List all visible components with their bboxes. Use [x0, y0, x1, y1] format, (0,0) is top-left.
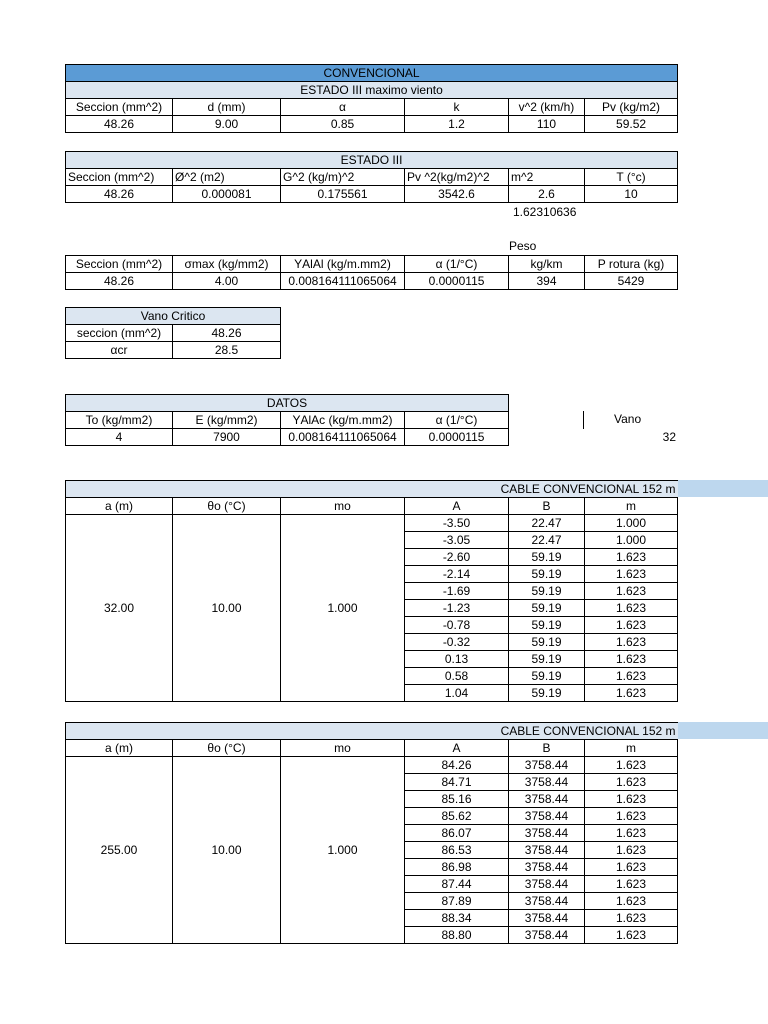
- column-header: Ø^2 (m2): [173, 169, 281, 186]
- cell-cursor: [583, 411, 584, 429]
- table-cell: -0.78: [405, 617, 509, 634]
- table-cable-255: [65, 722, 678, 944]
- column-header: k: [405, 99, 509, 116]
- table-cell: 59.19: [509, 549, 585, 566]
- column-header: ΥAlAl (kg/m.mm2): [281, 256, 405, 273]
- table-cell: 88.34: [405, 910, 509, 927]
- table-cell: 1.000: [281, 515, 405, 702]
- table-cell: 22.47: [509, 532, 585, 549]
- table-cell: -2.60: [405, 549, 509, 566]
- table-estado-iii: [65, 151, 678, 203]
- table-cell: 1.623: [585, 668, 678, 685]
- column-header: T (°c): [585, 169, 678, 186]
- table-cell: -3.05: [405, 532, 509, 549]
- table-cell: 0.0000115: [405, 429, 509, 446]
- table-cell: 1.000: [585, 532, 678, 549]
- table-cell: 1.623: [585, 685, 678, 702]
- table-convencional: [65, 64, 678, 133]
- column-header: G^2 (kg/m)^2: [281, 169, 405, 186]
- table-cable-32: [65, 480, 678, 702]
- table-cell: 3758.44: [509, 774, 585, 791]
- column-header: Seccion (mm^2): [66, 169, 173, 186]
- table-cell: 0.175561: [281, 186, 405, 203]
- table-cell: 1.000: [281, 757, 405, 944]
- table-cell: 1.623: [585, 910, 678, 927]
- table-cell: 3758.44: [509, 842, 585, 859]
- table-cell: 1.623: [585, 791, 678, 808]
- column-header: α (1/°C): [405, 412, 509, 429]
- table-cell: 32.00: [66, 515, 173, 702]
- table-cell: 84.26: [405, 757, 509, 774]
- table-cell: 59.19: [509, 617, 585, 634]
- table-title: CABLE CONVENCIONAL 152 m: [66, 723, 678, 740]
- table-cell: 1.623: [585, 893, 678, 910]
- table-cell: 1.623: [585, 549, 678, 566]
- table-title: CABLE CONVENCIONAL 152 m: [66, 481, 678, 498]
- table-cell: 59.19: [509, 685, 585, 702]
- table-cell: 394: [509, 273, 585, 290]
- column-header: v^2 (km/h): [509, 99, 585, 116]
- table-cell: 1.623: [585, 617, 678, 634]
- column-header: kg/km: [509, 256, 585, 273]
- column-header: mo: [281, 740, 405, 757]
- table-cell: 87.89: [405, 893, 509, 910]
- table-cell: 4.00: [173, 273, 281, 290]
- table-cell: 0.85: [281, 116, 405, 133]
- column-header: Seccion (mm^2): [66, 99, 173, 116]
- peso-label: Peso: [509, 239, 537, 253]
- column-header: P rotura (kg): [585, 256, 678, 273]
- column-header: α (1/°C): [405, 256, 509, 273]
- table-cell: 1.623: [585, 774, 678, 791]
- table-cell: 7900: [173, 429, 281, 446]
- table-cell: 1.623: [585, 566, 678, 583]
- table-cell: 1.04: [405, 685, 509, 702]
- table-cell: 0.0000115: [405, 273, 509, 290]
- table-cell: 0.13: [405, 651, 509, 668]
- table-cell: 1.623: [585, 825, 678, 842]
- column-header: d (mm): [173, 99, 281, 116]
- header-overflow-fill: [677, 722, 768, 739]
- table-cell: 86.98: [405, 859, 509, 876]
- header-overflow-fill: [677, 480, 768, 497]
- column-header: A: [405, 740, 509, 757]
- table-cell: 110: [509, 116, 585, 133]
- row-label: αcr: [66, 342, 173, 359]
- table-title: CONVENCIONAL: [66, 65, 678, 82]
- column-header: To (kg/mm2): [66, 412, 173, 429]
- table-cell: 3758.44: [509, 757, 585, 774]
- table-title: DATOS: [66, 395, 509, 412]
- table-cell: 3758.44: [509, 808, 585, 825]
- table-cell: 84.71: [405, 774, 509, 791]
- column-header: ΥAlAc (kg/m.mm2): [281, 412, 405, 429]
- table-cell: 86.53: [405, 842, 509, 859]
- table-cell: -1.69: [405, 583, 509, 600]
- table-datos: [65, 394, 509, 446]
- table-cell: 10.00: [173, 757, 281, 944]
- table-cell: 59.19: [509, 583, 585, 600]
- table-cell: 1.623: [585, 634, 678, 651]
- table-cell: 1.623: [585, 842, 678, 859]
- column-header: B: [509, 498, 585, 515]
- column-header: Pv ^2(kg/m2)^2: [405, 169, 509, 186]
- table-cell: 59.19: [509, 600, 585, 617]
- table-vano-critico: [65, 307, 281, 359]
- table-cell: 85.16: [405, 791, 509, 808]
- table-cell: 59.19: [509, 566, 585, 583]
- table-cell: 0.58: [405, 668, 509, 685]
- column-header: a (m): [66, 498, 173, 515]
- table-cell: 3758.44: [509, 927, 585, 944]
- table-material: [65, 255, 678, 290]
- column-header: m: [585, 740, 678, 757]
- column-header: A: [405, 498, 509, 515]
- column-header: B: [509, 740, 585, 757]
- table-cell: 1.000: [585, 515, 678, 532]
- table-cell: 10.00: [173, 515, 281, 702]
- table-cell: -3.50: [405, 515, 509, 532]
- column-header: E (kg/mm2): [173, 412, 281, 429]
- table-title: Vano Critico: [66, 308, 281, 325]
- table-cell: 3758.44: [509, 859, 585, 876]
- table-cell: 22.47: [509, 515, 585, 532]
- column-header: m: [585, 498, 678, 515]
- table-cell: 2.6: [509, 186, 585, 203]
- table-cell: 1.623: [585, 651, 678, 668]
- table-cell: 10: [585, 186, 678, 203]
- table-cell: 1.2: [405, 116, 509, 133]
- table-cell: -2.14: [405, 566, 509, 583]
- table-cell: 3758.44: [509, 876, 585, 893]
- table-cell: 59.19: [509, 668, 585, 685]
- column-header: mo: [281, 498, 405, 515]
- table-cell: 0.000081: [173, 186, 281, 203]
- table-cell: 1.623: [585, 927, 678, 944]
- table-cell: 87.44: [405, 876, 509, 893]
- table-cell: 1.623: [585, 876, 678, 893]
- table-cell: 48.26: [66, 186, 173, 203]
- table-cell: 3758.44: [509, 893, 585, 910]
- table-cell: 1.623: [585, 808, 678, 825]
- table-cell: 3542.6: [405, 186, 509, 203]
- table-cell: 3758.44: [509, 825, 585, 842]
- column-header: σmax (kg/mm2): [173, 256, 281, 273]
- column-header: θo (°C): [173, 740, 281, 757]
- extra-value: 1.62310636: [513, 205, 577, 219]
- column-header: Seccion (mm^2): [66, 256, 173, 273]
- table-cell: 59.19: [509, 634, 585, 651]
- table-cell: 0.008164111065064: [281, 429, 405, 446]
- table-cell: 48.26: [66, 273, 173, 290]
- table-cell: 3758.44: [509, 791, 585, 808]
- table-cell: 59.52: [585, 116, 678, 133]
- vano-value: 32: [662, 430, 676, 444]
- column-header: α: [281, 99, 405, 116]
- table-subtitle: ESTADO III maximo viento: [66, 82, 678, 99]
- table-cell: 48.26: [66, 116, 173, 133]
- column-header: a (m): [66, 740, 173, 757]
- table-cell: 1.623: [585, 757, 678, 774]
- table-cell: 3758.44: [509, 910, 585, 927]
- table-title: ESTADO III: [66, 152, 678, 169]
- column-header: Pv (kg/m2): [585, 99, 678, 116]
- table-cell: 28.5: [173, 342, 281, 359]
- table-cell: 85.62: [405, 808, 509, 825]
- table-cell: 48.26: [173, 325, 281, 342]
- table-cell: 1.623: [585, 859, 678, 876]
- table-cell: -1.23: [405, 600, 509, 617]
- table-cell: 1.623: [585, 583, 678, 600]
- table-cell: 86.07: [405, 825, 509, 842]
- column-header: m^2: [509, 169, 585, 186]
- vano-label: Vano: [614, 412, 642, 426]
- table-cell: 255.00: [66, 757, 173, 944]
- column-header: θo (°C): [173, 498, 281, 515]
- table-cell: 5429: [585, 273, 678, 290]
- table-cell: 0.008164111065064: [281, 273, 405, 290]
- table-cell: 9.00: [173, 116, 281, 133]
- table-cell: 4: [66, 429, 173, 446]
- table-cell: 59.19: [509, 651, 585, 668]
- table-cell: 88.80: [405, 927, 509, 944]
- table-cell: -0.32: [405, 634, 509, 651]
- row-label: seccion (mm^2): [66, 325, 173, 342]
- table-cell: 1.623: [585, 600, 678, 617]
